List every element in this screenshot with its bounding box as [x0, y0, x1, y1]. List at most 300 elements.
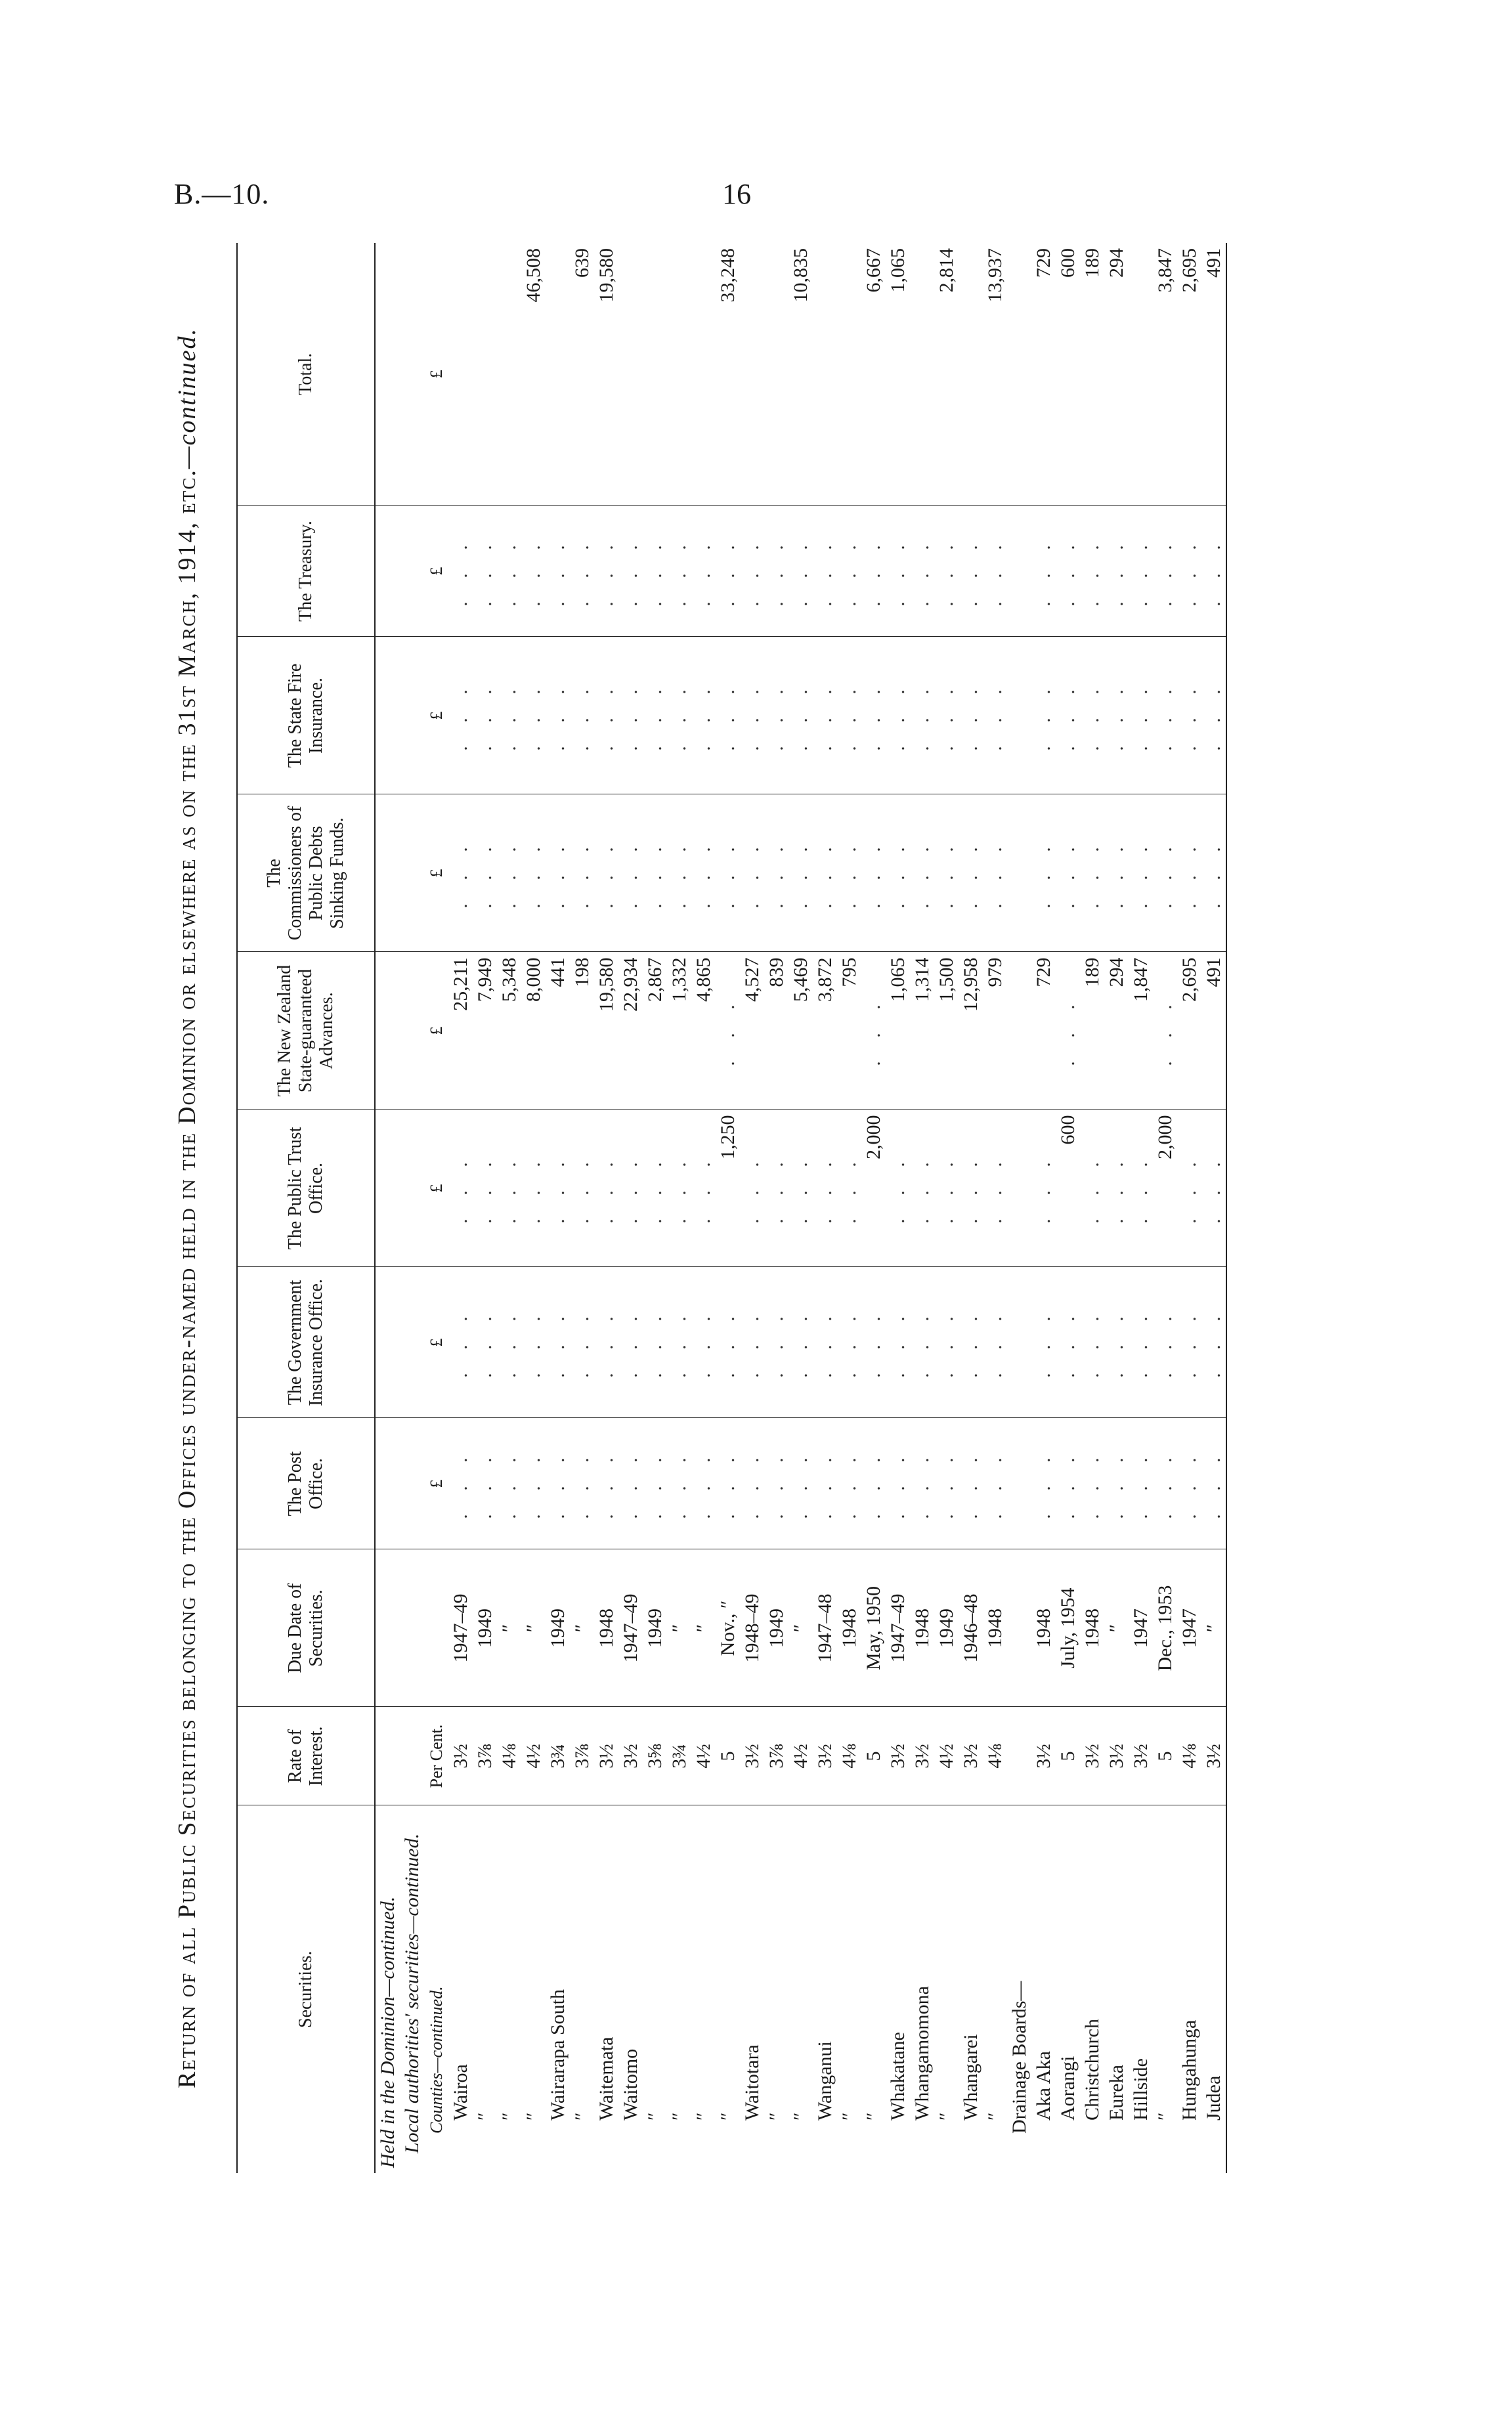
- cell-state-fire: . . .: [983, 637, 1007, 794]
- cell-public-trust: . . .: [837, 1110, 861, 1267]
- cell-post-office: . . .: [570, 1418, 594, 1549]
- table-row: [1177, 243, 1201, 2173]
- cell-total: [643, 243, 667, 506]
- cell-treasury: . . .: [1177, 506, 1201, 637]
- cell-total: [546, 243, 570, 506]
- cell-rate: 4⅛: [837, 1707, 861, 1805]
- cell-state-fire: . . .: [1201, 637, 1226, 794]
- cell-state-fire: . . .: [448, 637, 473, 794]
- cell-sinking-funds: . . .: [667, 794, 691, 952]
- cell-total: [910, 243, 934, 506]
- cell-state-fire: . . .: [910, 637, 934, 794]
- cell-public-trust: . . .: [959, 1110, 983, 1267]
- cell-post-office: . . .: [448, 1418, 473, 1549]
- cell-post-office: . . .: [910, 1418, 934, 1549]
- cell-public-trust: . . .: [1080, 1110, 1104, 1267]
- cell-public-trust: 1,250: [716, 1110, 740, 1267]
- cell-state-fire: . . .: [643, 637, 667, 794]
- cell-sinking-funds: . . .: [959, 794, 983, 952]
- cell-public-trust: . . .: [667, 1110, 691, 1267]
- cell-sinking-funds: . . .: [910, 794, 934, 952]
- cell-treasury: . . .: [667, 506, 691, 637]
- cell-rate: 5: [1056, 1707, 1080, 1805]
- cell-post-office: . . .: [788, 1418, 813, 1549]
- cell-government-insurance: . . .: [910, 1267, 934, 1418]
- page-number: 16: [722, 178, 751, 210]
- cell-state-advances: 2,867: [643, 952, 667, 1110]
- empty-cell: [1007, 506, 1031, 637]
- cell-rate: 3½: [1104, 1707, 1129, 1805]
- cell-post-office: . . .: [691, 1418, 716, 1549]
- cell-state-advances: 7,949: [473, 952, 497, 1110]
- cell-total: [837, 243, 861, 506]
- cell-treasury: . . .: [643, 506, 667, 637]
- empty-cell: [1007, 1549, 1031, 1707]
- cell-total: 2,695: [1177, 243, 1201, 506]
- cell-state-advances: 3,872: [813, 952, 837, 1110]
- cell-rate: 3½: [594, 1707, 618, 1805]
- unit-pound: £: [424, 1267, 448, 1418]
- header-row: [237, 243, 375, 2173]
- unit-pound: £: [424, 506, 448, 637]
- cell-post-office: . . .: [764, 1418, 788, 1549]
- table-row: [764, 243, 788, 2173]
- unit-pound: £: [424, 1418, 448, 1549]
- cell-sinking-funds: . . .: [1153, 794, 1177, 952]
- unit-pound: £: [424, 1110, 448, 1267]
- cell-state-advances: 441: [546, 952, 570, 1110]
- col-state-advances: The New Zealand State-guaranteed Advances.: [237, 952, 375, 1110]
- cell-government-insurance: . . .: [788, 1267, 813, 1418]
- col-sinking-funds: The Commissioners of Public Debts Sinking Funds.: [237, 794, 375, 952]
- cell-treasury: . . .: [861, 506, 886, 637]
- cell-security: ″: [863, 2112, 884, 2121]
- cell-state-advances: 1,332: [667, 952, 691, 1110]
- cell-due-date: 1946–48: [959, 1549, 983, 1707]
- cell-government-insurance: . . .: [934, 1267, 959, 1418]
- cell-sinking-funds: . . .: [497, 794, 521, 952]
- cell-state-fire: . . .: [473, 637, 497, 794]
- cell-total: [618, 243, 643, 506]
- table-row: [1080, 243, 1104, 2173]
- cell-post-office: . . .: [1153, 1418, 1177, 1549]
- cell-rate: 3½: [1129, 1707, 1153, 1805]
- cell-due-date: 1949: [764, 1549, 788, 1707]
- cell-government-insurance: . . .: [1031, 1267, 1056, 1418]
- cell-rate: 3½: [448, 1707, 473, 1805]
- cell-rate: 4⅛: [497, 1707, 521, 1805]
- cell-treasury: . . .: [716, 506, 740, 637]
- table-row: [983, 243, 1007, 2173]
- section-held: [375, 1805, 400, 2173]
- cell-rate: 3½: [618, 1707, 643, 1805]
- empty-cell: [1007, 1110, 1031, 1267]
- cell-security: ″: [668, 2112, 690, 2121]
- cell-government-insurance: . . .: [667, 1267, 691, 1418]
- cell-public-trust: 2,000: [861, 1110, 886, 1267]
- cell-sinking-funds: . . .: [1056, 794, 1080, 952]
- table-row: [594, 243, 618, 2173]
- unit-pound: £: [424, 952, 448, 1110]
- cell-government-insurance: . . .: [1177, 1267, 1201, 1418]
- cell-state-advances: 2,695: [1177, 952, 1201, 1110]
- cell-post-office: . . .: [643, 1418, 667, 1549]
- cell-public-trust: . . .: [910, 1110, 934, 1267]
- cell-state-advances: . . .: [716, 952, 740, 1110]
- cell-rate: 4½: [788, 1707, 813, 1805]
- cell-public-trust: . . .: [546, 1110, 570, 1267]
- cell-due-date: 1949: [643, 1549, 667, 1707]
- cell-total: 33,248: [716, 243, 740, 506]
- cell-treasury: . . .: [837, 506, 861, 637]
- cell-post-office: . . .: [1031, 1418, 1056, 1549]
- cell-sinking-funds: . . .: [691, 794, 716, 952]
- cell-due-date: 1949: [546, 1549, 570, 1707]
- cell-due-date: ″: [521, 1549, 546, 1707]
- cell-state-fire: . . .: [546, 637, 570, 794]
- cell-public-trust: . . .: [1129, 1110, 1153, 1267]
- cell-security: ″: [717, 2112, 739, 2121]
- cell-security: Aka Aka: [1033, 2051, 1054, 2121]
- cell-rate: 5: [861, 1707, 886, 1805]
- cell-security: Waitemata: [595, 2036, 617, 2121]
- cell-treasury: . . .: [1031, 506, 1056, 637]
- cell-state-advances: 795: [837, 952, 861, 1110]
- cell-government-insurance: . . .: [570, 1267, 594, 1418]
- cell-government-insurance: . . .: [546, 1267, 570, 1418]
- cell-public-trust: . . .: [691, 1110, 716, 1267]
- cell-state-advances: 25,211: [448, 952, 473, 1110]
- cell-treasury: . . .: [886, 506, 910, 637]
- table-row: [934, 243, 959, 2173]
- cell-state-fire: . . .: [716, 637, 740, 794]
- table-row: [1104, 243, 1129, 2173]
- cell-treasury: . . .: [448, 506, 473, 637]
- cell-state-advances: 189: [1080, 952, 1104, 1110]
- cell-sinking-funds: . . .: [788, 794, 813, 952]
- cell-state-fire: . . .: [1177, 637, 1201, 794]
- cell-total: 2,814: [934, 243, 959, 506]
- cell-sinking-funds: . . .: [570, 794, 594, 952]
- cell-due-date: July, 1954: [1056, 1549, 1080, 1707]
- cell-state-fire: . . .: [1031, 637, 1056, 794]
- cell-state-advances: 5,348: [497, 952, 521, 1110]
- cell-government-insurance: . . .: [813, 1267, 837, 1418]
- cell-state-fire: . . .: [618, 637, 643, 794]
- cell-security: ″: [838, 2112, 860, 2121]
- cell-rate: 3½: [959, 1707, 983, 1805]
- cell-state-fire: . . .: [521, 637, 546, 794]
- cell-due-date: 1948: [910, 1549, 934, 1707]
- table-row: [861, 243, 886, 2173]
- section-counties: [424, 1805, 448, 2173]
- cell-security: Aorangi: [1057, 2056, 1079, 2121]
- cell-due-date: ″: [1104, 1549, 1129, 1707]
- cell-public-trust: . . .: [570, 1110, 594, 1267]
- cell-treasury: . . .: [1129, 506, 1153, 637]
- cell-post-office: . . .: [886, 1418, 910, 1549]
- cell-government-insurance: . . .: [691, 1267, 716, 1418]
- cell-rate: 3½: [740, 1707, 764, 1805]
- cell-total: 294: [1104, 243, 1129, 506]
- cell-security: Wanganui: [814, 2041, 836, 2121]
- cell-security: ″: [936, 2112, 957, 2121]
- cell-total: 639: [570, 243, 594, 506]
- table-row: [448, 243, 473, 2173]
- unit-pound: £: [424, 637, 448, 794]
- cell-state-advances: 4,865: [691, 952, 716, 1110]
- cell-public-trust: . . .: [618, 1110, 643, 1267]
- cell-treasury: . . .: [740, 506, 764, 637]
- section-row: [375, 243, 400, 2173]
- cell-state-advances: 12,958: [959, 952, 983, 1110]
- cell-rate: 3½: [1201, 1707, 1226, 1805]
- cell-state-fire: . . .: [934, 637, 959, 794]
- empty-cell: [1007, 794, 1031, 952]
- cell-total: [740, 243, 764, 506]
- section-row: [400, 243, 424, 2173]
- table-title: [164, 243, 210, 2173]
- cell-treasury: . . .: [618, 506, 643, 637]
- cell-government-insurance: . . .: [643, 1267, 667, 1418]
- cell-total: 10,835: [788, 243, 813, 506]
- cell-rate: 4⅛: [1177, 1707, 1201, 1805]
- cell-post-office: . . .: [521, 1418, 546, 1549]
- cell-rate: 3½: [1080, 1707, 1104, 1805]
- cell-due-date: 1947–49: [618, 1549, 643, 1707]
- cell-public-trust: . . .: [1177, 1110, 1201, 1267]
- cell-total: 6,667: [861, 243, 886, 506]
- cell-treasury: . . .: [473, 506, 497, 637]
- cell-public-trust: . . .: [934, 1110, 959, 1267]
- cell-due-date: May, 1950: [861, 1549, 886, 1707]
- cell-due-date: ″: [1201, 1549, 1226, 1707]
- cell-post-office: . . .: [1177, 1418, 1201, 1549]
- cell-government-insurance: . . .: [716, 1267, 740, 1418]
- cell-government-insurance: . . .: [959, 1267, 983, 1418]
- cell-sinking-funds: . . .: [1031, 794, 1056, 952]
- cell-state-advances: . . .: [1153, 952, 1177, 1110]
- empty-cell: [1007, 1707, 1031, 1805]
- cell-sinking-funds: . . .: [983, 794, 1007, 952]
- cell-rate: 4½: [521, 1707, 546, 1805]
- cell-security: Wairarapa South: [547, 1989, 569, 2121]
- col-rate: Rate of Interest.: [237, 1707, 375, 1805]
- col-post-office: The Post Office.: [237, 1418, 375, 1549]
- cell-sinking-funds: . . .: [594, 794, 618, 952]
- cell-treasury: . . .: [910, 506, 934, 637]
- cell-treasury: . . .: [1104, 506, 1129, 637]
- cell-rate: 3½: [813, 1707, 837, 1805]
- empty-cell: [1007, 952, 1031, 1110]
- cell-treasury: . . .: [546, 506, 570, 637]
- table-row: [667, 243, 691, 2173]
- cell-state-fire: . . .: [788, 637, 813, 794]
- cell-security: Waitomo: [620, 2048, 641, 2121]
- securities-table: [236, 243, 1227, 2173]
- cell-state-fire: . . .: [813, 637, 837, 794]
- cell-state-fire: . . .: [740, 637, 764, 794]
- cell-government-insurance: . . .: [983, 1267, 1007, 1418]
- cell-treasury: . . .: [1080, 506, 1104, 637]
- cell-security: Whakatane: [887, 2032, 909, 2121]
- cell-state-advances: 294: [1104, 952, 1129, 1110]
- cell-treasury: . . .: [983, 506, 1007, 637]
- cell-public-trust: . . .: [983, 1110, 1007, 1267]
- cell-sinking-funds: . . .: [1080, 794, 1104, 952]
- cell-government-insurance: . . .: [448, 1267, 473, 1418]
- cell-sinking-funds: . . .: [448, 794, 473, 952]
- cell-government-insurance: . . .: [1104, 1267, 1129, 1418]
- cell-security: Hungahunga: [1178, 2019, 1200, 2121]
- cell-public-trust: . . .: [813, 1110, 837, 1267]
- cell-post-office: . . .: [594, 1418, 618, 1549]
- section-drainage: Drainage Boards—: [1008, 1981, 1030, 2134]
- empty-cell: [1007, 637, 1031, 794]
- cell-state-advances: . . .: [1056, 952, 1080, 1110]
- cell-post-office: . . .: [813, 1418, 837, 1549]
- cell-sinking-funds: . . .: [740, 794, 764, 952]
- cell-total: 729: [1031, 243, 1056, 506]
- cell-public-trust: . . .: [643, 1110, 667, 1267]
- table-row: [497, 243, 521, 2173]
- cell-public-trust: . . .: [1104, 1110, 1129, 1267]
- cell-government-insurance: . . .: [1153, 1267, 1177, 1418]
- cell-due-date: 1947: [1129, 1549, 1153, 1707]
- cell-post-office: . . .: [546, 1418, 570, 1549]
- table-row: [959, 243, 983, 2173]
- cell-rate: 3⅞: [764, 1707, 788, 1805]
- cell-state-fire: . . .: [667, 637, 691, 794]
- rotated-table-sheet: [164, 243, 1320, 2173]
- cell-security: ″: [693, 2112, 714, 2121]
- cell-public-trust: . . .: [473, 1110, 497, 1267]
- table-row: [788, 243, 813, 2173]
- cell-total: [497, 243, 521, 506]
- empty-cell: [1007, 243, 1031, 506]
- cell-total: 46,508: [521, 243, 546, 506]
- cell-sinking-funds: . . .: [521, 794, 546, 952]
- cell-total: 1,065: [886, 243, 910, 506]
- cell-security: ″: [644, 2112, 666, 2121]
- cell-state-fire: . . .: [570, 637, 594, 794]
- cell-total: [473, 243, 497, 506]
- cell-total: 491: [1201, 243, 1226, 506]
- cell-due-date: ″: [691, 1549, 716, 1707]
- cell-treasury: . . .: [570, 506, 594, 637]
- cell-post-office: . . .: [983, 1418, 1007, 1549]
- cell-security: Whangarei: [960, 2034, 982, 2121]
- table-row: [1129, 243, 1153, 2173]
- section-counties-label: Counties—continued.: [427, 1986, 446, 2134]
- cell-due-date: 1947: [1177, 1549, 1201, 1707]
- cell-due-date: ″: [788, 1549, 813, 1707]
- cell-sinking-funds: . . .: [643, 794, 667, 952]
- cell-treasury: . . .: [1056, 506, 1080, 637]
- cell-total: [813, 243, 837, 506]
- cell-security: ″: [984, 2112, 1006, 2121]
- cell-total: 189: [1080, 243, 1104, 506]
- cell-sinking-funds: . . .: [473, 794, 497, 952]
- cell-due-date: Nov., ″: [716, 1549, 740, 1707]
- cell-treasury: . . .: [594, 506, 618, 637]
- cell-total: [764, 243, 788, 506]
- section-local: [400, 1805, 424, 2173]
- table-row: [910, 243, 934, 2173]
- table-row: [618, 243, 643, 2173]
- cell-rate: 3¾: [546, 1707, 570, 1805]
- cell-government-insurance: . . .: [473, 1267, 497, 1418]
- cell-state-fire: . . .: [886, 637, 910, 794]
- cell-state-advances: 839: [764, 952, 788, 1110]
- cell-government-insurance: . . .: [886, 1267, 910, 1418]
- cell-total: [691, 243, 716, 506]
- table-row: [521, 243, 546, 2173]
- cell-security: Waitotara: [741, 2044, 763, 2121]
- table-row: [570, 243, 594, 2173]
- cell-sinking-funds: . . .: [813, 794, 837, 952]
- cell-sinking-funds: . . .: [716, 794, 740, 952]
- cell-rate: 3⅝: [643, 1707, 667, 1805]
- table-row: [740, 243, 764, 2173]
- section-local-label: Local authorities' securities—continued.: [401, 1833, 423, 2153]
- cell-post-office: . . .: [473, 1418, 497, 1549]
- cell-state-fire: . . .: [959, 637, 983, 794]
- cell-post-office: . . .: [1104, 1418, 1129, 1549]
- cell-rate: 3½: [1031, 1707, 1056, 1805]
- cell-post-office: . . .: [837, 1418, 861, 1549]
- unit-pound: £: [424, 794, 448, 952]
- cell-post-office: . . .: [667, 1418, 691, 1549]
- cell-public-trust: . . .: [448, 1110, 473, 1267]
- cell-sinking-funds: . . .: [1177, 794, 1201, 952]
- cell-security: Wairoa: [450, 2064, 471, 2121]
- cell-due-date: 1948–49: [740, 1549, 764, 1707]
- cell-security: Eureka: [1106, 2065, 1127, 2121]
- cell-total: 13,937: [983, 243, 1007, 506]
- section-row: [1007, 243, 1031, 2173]
- cell-post-office: . . .: [959, 1418, 983, 1549]
- col-due-date: Due Date of Securities.: [237, 1549, 375, 1707]
- cell-due-date: 1948: [983, 1549, 1007, 1707]
- cell-state-fire: . . .: [1153, 637, 1177, 794]
- table-row: [691, 243, 716, 2173]
- cell-due-date: ″: [570, 1549, 594, 1707]
- cell-government-insurance: . . .: [1056, 1267, 1080, 1418]
- cell-security: ″: [498, 2112, 520, 2121]
- table-row: [886, 243, 910, 2173]
- cell-public-trust: . . .: [886, 1110, 910, 1267]
- cell-rate: 3½: [886, 1707, 910, 1805]
- table-row: [813, 243, 837, 2173]
- col-public-trust: The Public Trust Office.: [237, 1110, 375, 1267]
- cell-state-advances: 19,580: [594, 952, 618, 1110]
- cell-sinking-funds: . . .: [934, 794, 959, 952]
- cell-post-office: . . .: [861, 1418, 886, 1549]
- cell-security: Whangamomona: [911, 1986, 933, 2121]
- cell-treasury: . . .: [1201, 506, 1226, 637]
- cell-treasury: . . .: [497, 506, 521, 637]
- cell-due-date: 1949: [934, 1549, 959, 1707]
- cell-sinking-funds: . . .: [861, 794, 886, 952]
- cell-total: 600: [1056, 243, 1080, 506]
- cell-government-insurance: . . .: [1129, 1267, 1153, 1418]
- cell-post-office: . . .: [934, 1418, 959, 1549]
- cell-due-date: 1948: [1080, 1549, 1104, 1707]
- cell-total: 19,580: [594, 243, 618, 506]
- cell-state-fire: . . .: [1080, 637, 1104, 794]
- cell-rate: 5: [1153, 1707, 1177, 1805]
